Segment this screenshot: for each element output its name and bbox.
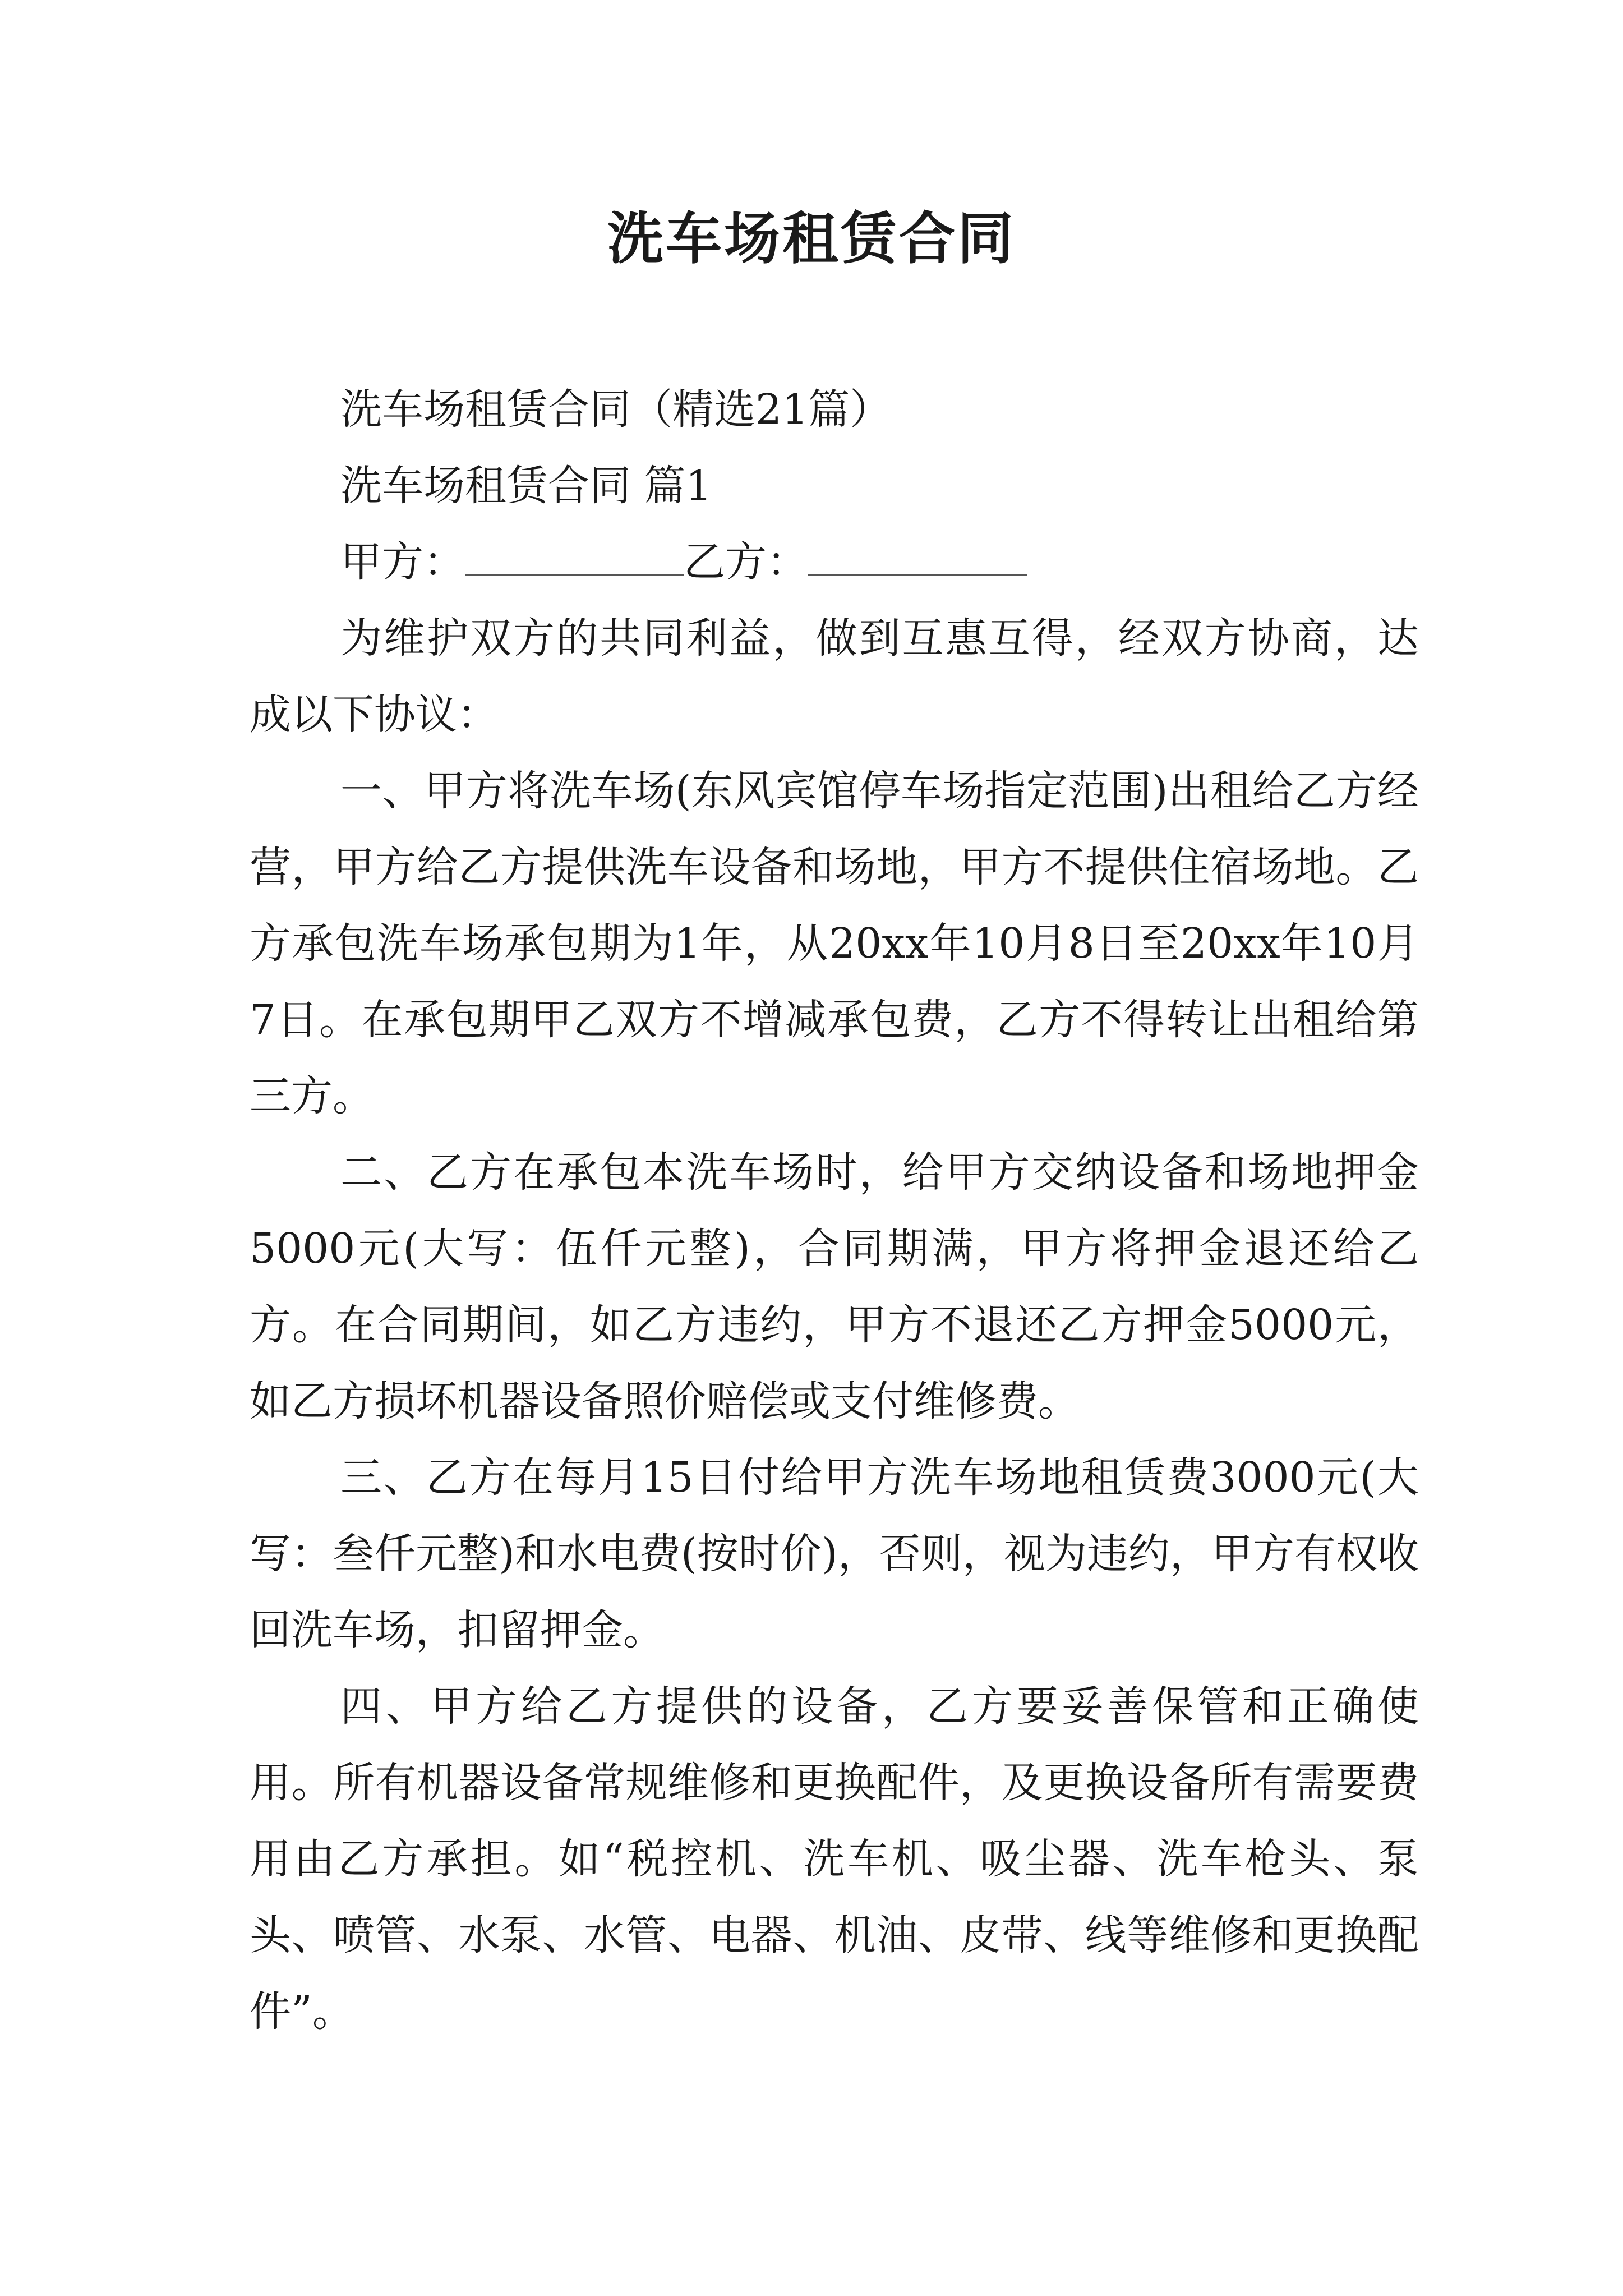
document-body — [250, 371, 1419, 2050]
section-heading: 洗车场租赁合同 篇1 — [340, 462, 712, 510]
paragraph-clause-2: 二、乙方在承包本洗车场时，给甲方交纳设备和场地押金5000元(大写：伍仟元整)，合同期满，甲方将押金退还给乙方。在合同期间，如乙方违约，甲方不退还乙方押金5000元，如乙方损坏机器设备照价赔偿或支付维修费。 — [250, 1148, 1419, 1425]
paragraph-clause-1: 一、甲方将洗车场(东风宾馆停车场指定范围)出租给乙方经营，甲方给乙方提供洗车设备和场地，甲方不提供住宿场地。乙方承包洗车场承包期为1年，从20xx年10月8日至20xx年10月7日。在承包期甲乙双方不增减承包费，乙方不得转让出租给第三方。 — [250, 767, 1419, 1120]
paragraph-preamble: 为维护双方的共同利益，做到互惠互得，经双方协商，达成以下协议： — [250, 614, 1419, 739]
paragraph-clause-4: 四、甲方给乙方提供的设备，乙方要妥善保管和正确使用。所有机器设备常规维修和更换配件，及更换设备所有需要费用由乙方承担。如“税控机、洗车机、吸尘器、洗车枪头、泵头、喷管、水泵、水管、电器、机油、皮带、线等维修和更换配件”。 — [250, 1682, 1419, 2036]
paragraph-clause-3: 三、乙方在每月15日付给甲方洗车场地租赁费3000元(大写：叁仟元整)和水电费(按时价)，否则，视为违约，甲方有权收回洗车场，扣留押金。 — [250, 1453, 1419, 1654]
party-b-blank — [808, 541, 1027, 576]
document-title: 洗车场租赁合同 — [607, 205, 1016, 272]
parties-line — [250, 524, 1419, 600]
party-a-blank — [465, 541, 684, 576]
party-b-label: 乙方： — [684, 538, 808, 586]
document-subtitle: 洗车场租赁合同（精选21篇） — [340, 385, 892, 434]
party-a-label: 甲方： — [340, 538, 465, 586]
